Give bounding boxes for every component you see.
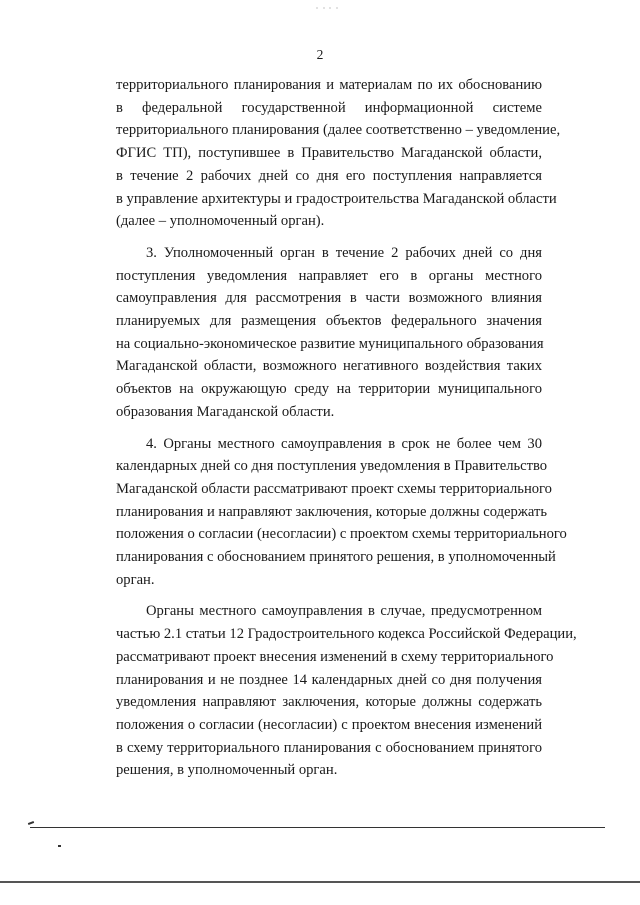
text-line: в схему территориального планирования с обоснованием принятого xyxy=(116,739,542,756)
text-line: территориального планирования (далее соответственно – уведомление, xyxy=(116,122,561,139)
text-line: планирования и не позднее 14 календарных дней со дня получения xyxy=(116,671,542,688)
paragraph-4 xyxy=(116,600,577,782)
paragraph-1 xyxy=(116,74,561,233)
text-line: Органы местного самоуправления в случае, предусмотренном xyxy=(146,603,542,620)
text-line: планируемых для размещения объектов федерального значения xyxy=(116,313,542,330)
scan-edge-line xyxy=(0,881,640,883)
text-line: положения о согласии (несогласии) с проектом внесения изменений xyxy=(116,716,542,733)
scan-mark xyxy=(58,845,61,847)
text-line: на социально-экономическое развитие муниципального образования xyxy=(116,335,544,352)
footer-rule xyxy=(30,827,605,828)
scan-specks xyxy=(315,6,345,10)
document-body xyxy=(116,74,577,785)
text-line: образования Магаданской области. xyxy=(116,403,335,420)
text-line: Магаданской области рассматривают проект схемы территориального xyxy=(116,480,552,497)
text-line: частью 2.1 статьи 12 Градостроительного кодекса Российской Федерации, xyxy=(116,626,577,643)
text-line: поступления уведомления направляет его в органы местного xyxy=(116,267,542,284)
text-line: планирования с обоснованием принятого решения, в уполномоченный xyxy=(116,549,556,566)
text-line: уведомления направляют заключения, которые должны содержать xyxy=(116,694,542,711)
text-line: Магаданской области, возможного негативного воздействия таких xyxy=(116,358,542,375)
page-number: 2 xyxy=(316,47,324,62)
text-line: в управление архитектуры и градостроительства Магаданской области xyxy=(116,190,557,207)
text-line: самоуправления для рассмотрения в части возможного влияния xyxy=(116,290,542,307)
text-line: календарных дней со дня поступления уведомления в Правительство xyxy=(116,458,548,475)
text-line: положения о согласии (несогласии) с проектом схемы территориального xyxy=(116,526,567,543)
text-line: рассматривают проект внесения изменений в схему территориального xyxy=(116,648,554,665)
text-line: 4. Органы местного самоуправления в срок не более чем 30 xyxy=(146,435,542,452)
text-line: 3. Уполномоченный орган в течение 2 рабочих дней со дня xyxy=(146,244,542,261)
text-line: решения, в уполномоченный орган. xyxy=(116,762,338,779)
text-line: (далее – уполномоченный орган). xyxy=(116,213,325,230)
text-line: объектов на окружающую среду на территории муниципального xyxy=(116,381,542,398)
text-line: в течение 2 рабочих дней со дня его поступления направляется xyxy=(116,167,542,184)
text-line: ФГИС ТП), поступившее в Правительство Магаданской области, xyxy=(116,145,542,162)
scan-mark xyxy=(28,821,34,825)
paragraph-2 xyxy=(116,242,542,424)
text-line: в федеральной государственной информационной системе xyxy=(116,99,542,116)
text-line: планирования и направляют заключения, которые должны содержать xyxy=(116,503,548,520)
paragraph-3 xyxy=(116,433,567,592)
text-line: орган. xyxy=(116,571,155,588)
text-line: территориального планирования и материалам по их обоснованию xyxy=(116,77,542,93)
